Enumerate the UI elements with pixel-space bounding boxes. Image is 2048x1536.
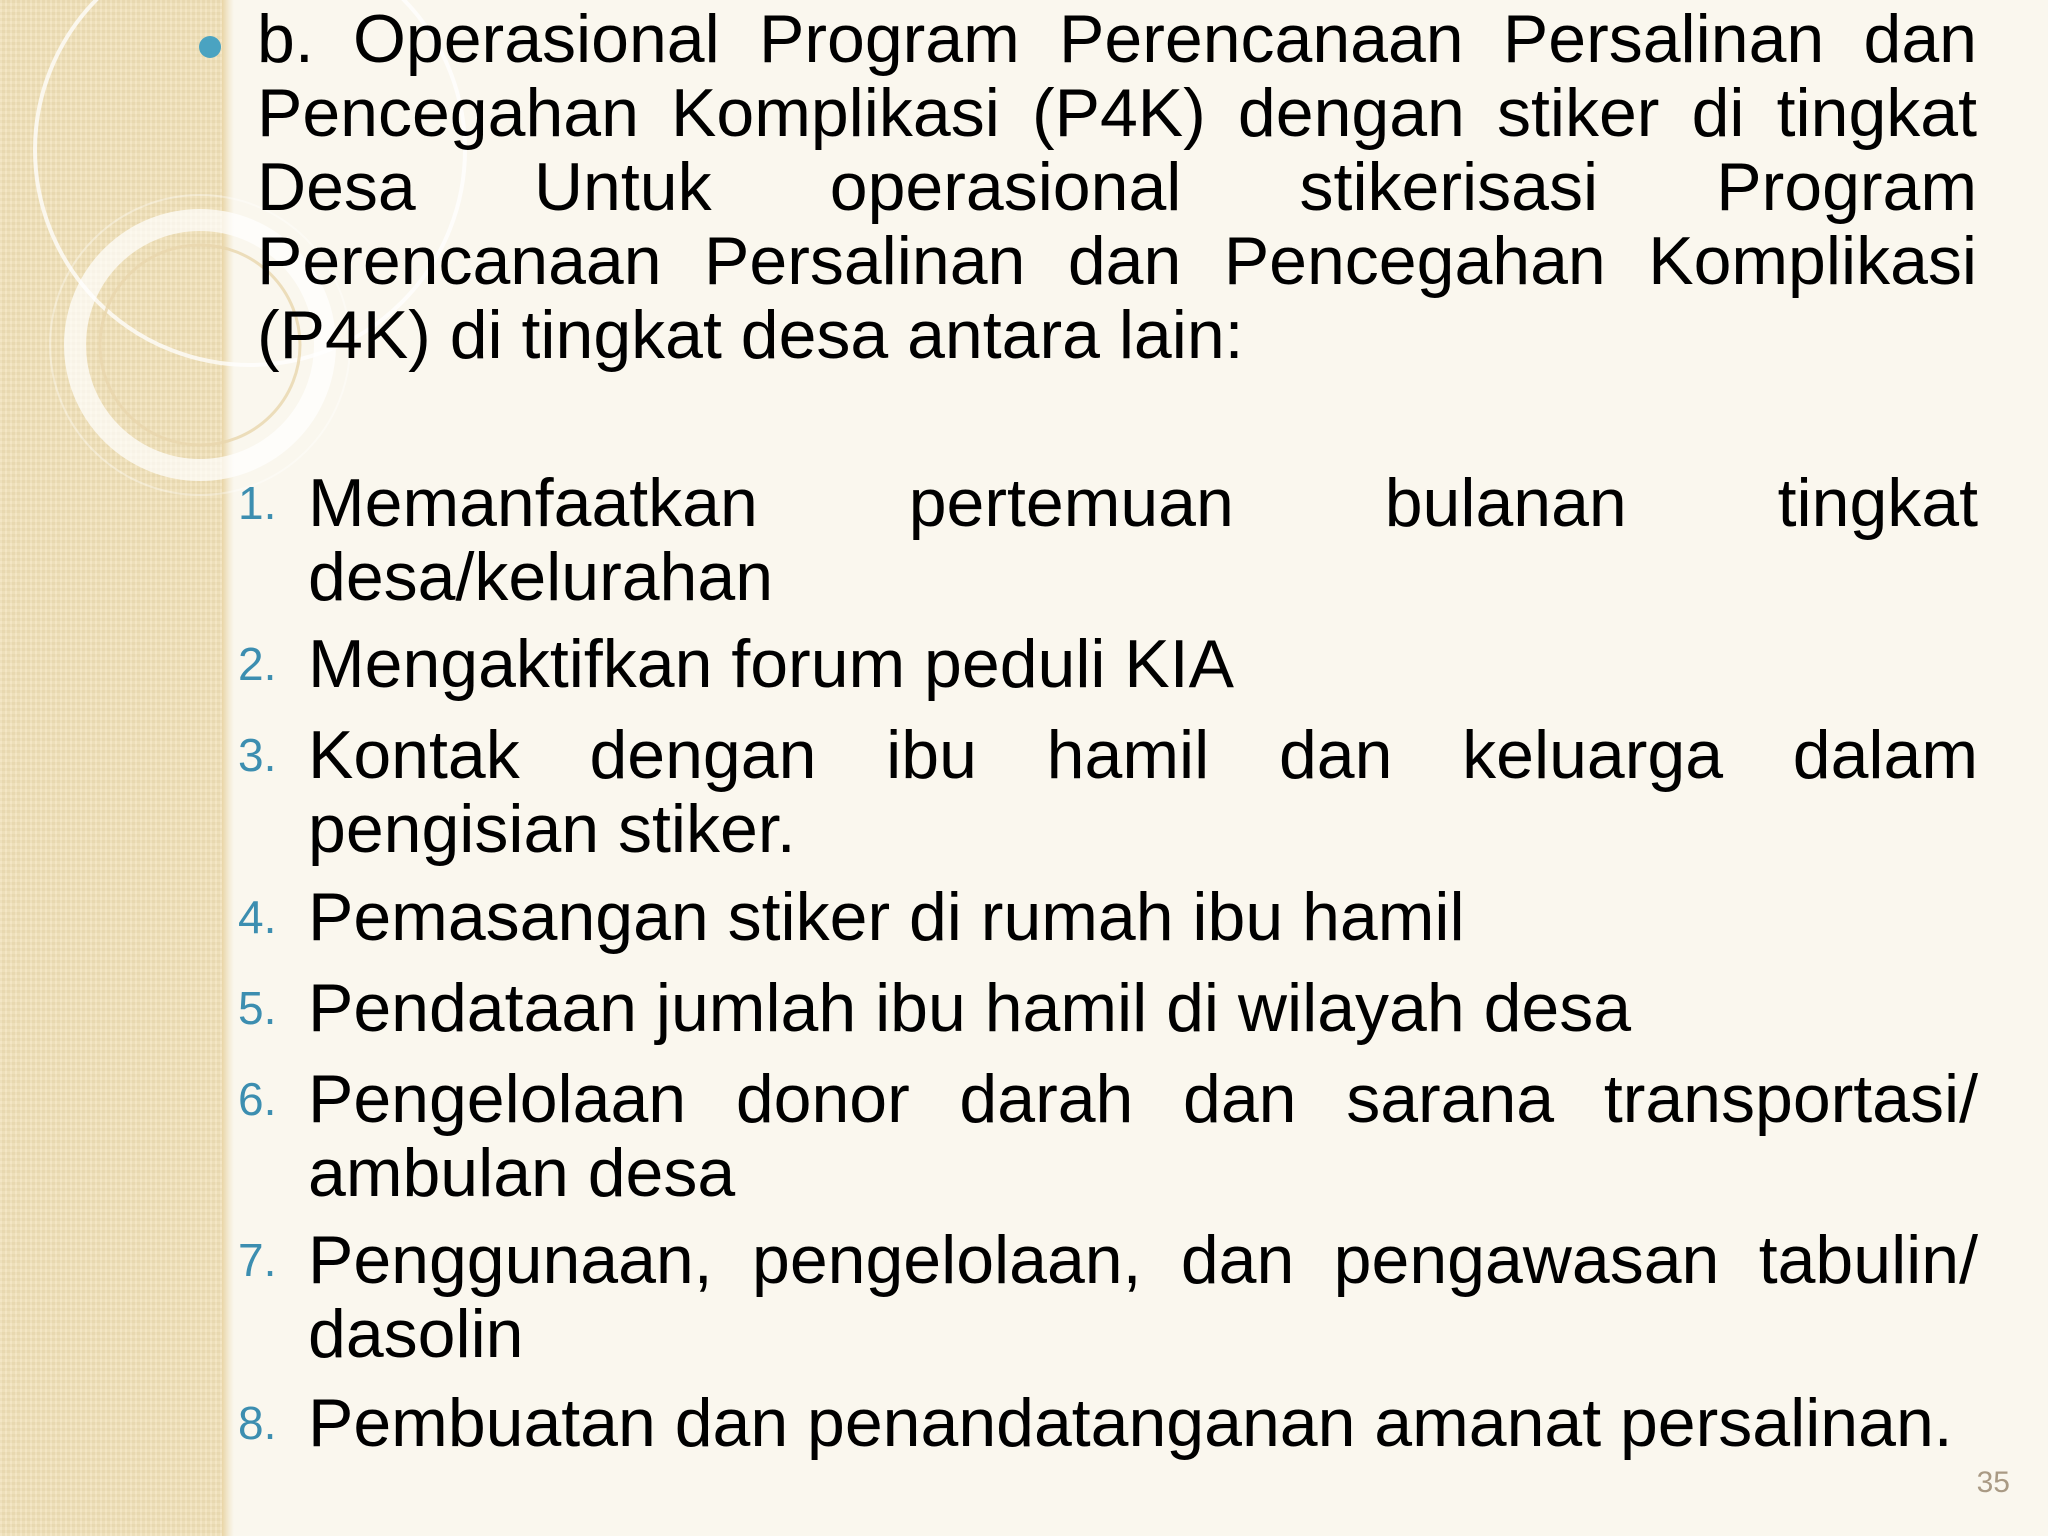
list-number: 5. [238,982,277,1034]
bullet-icon [199,36,221,58]
list-item [238,627,1978,701]
list-item-text: Pengelolaan donor darah dan sarana transportasi/ ambulan desa [308,1061,1978,1211]
list-item [238,971,1978,1045]
page-number: 35 [1976,1466,2010,1499]
list-item-text: Kontak dengan ibu hamil dan keluarga dalam pengisian stiker. [308,717,1978,867]
list-number: 3. [238,729,277,781]
list-item [238,1386,1978,1460]
list-number: 1. [238,477,277,529]
list-number: 7. [238,1234,277,1286]
list-number: 8. [238,1397,277,1449]
list-item-text: Pemasangan stiker di rumah ibu hamil [308,879,1465,955]
list-item-text: Mengaktifkan forum peduli KIA [308,626,1235,702]
list-item [238,880,1978,954]
list-item-text: Penggunaan, pengelolaan, dan pengawasan tabulin/ dasolin [308,1222,1978,1372]
list-number: 6. [238,1073,277,1125]
list-item-text: Memanfaatkan pertemuan bulanan tingkat desa/kelurahan [308,465,1978,615]
list-item [238,1223,1978,1371]
list-item-text: Pendataan jumlah ibu hamil di wilayah desa [308,970,1632,1046]
list-number: 4. [238,891,277,943]
list-item [238,718,1978,866]
list-item [238,466,1978,614]
list-item-text: Pembuatan dan penandatanganan amanat persalinan. [308,1385,1953,1461]
list-item [238,1062,1978,1210]
lead-paragraph: b. Operasional Program Perencanaan Persalinan dan Pencegahan Komplikasi (P4K) dengan stiker di tingkat Desa Untuk operasional stikerisasi Program Perencanaan Persalinan dan Pencegahan Komplikasi (P4K) di tingkat desa antara lain: [257,1,1977,373]
list-number: 2. [238,638,277,690]
